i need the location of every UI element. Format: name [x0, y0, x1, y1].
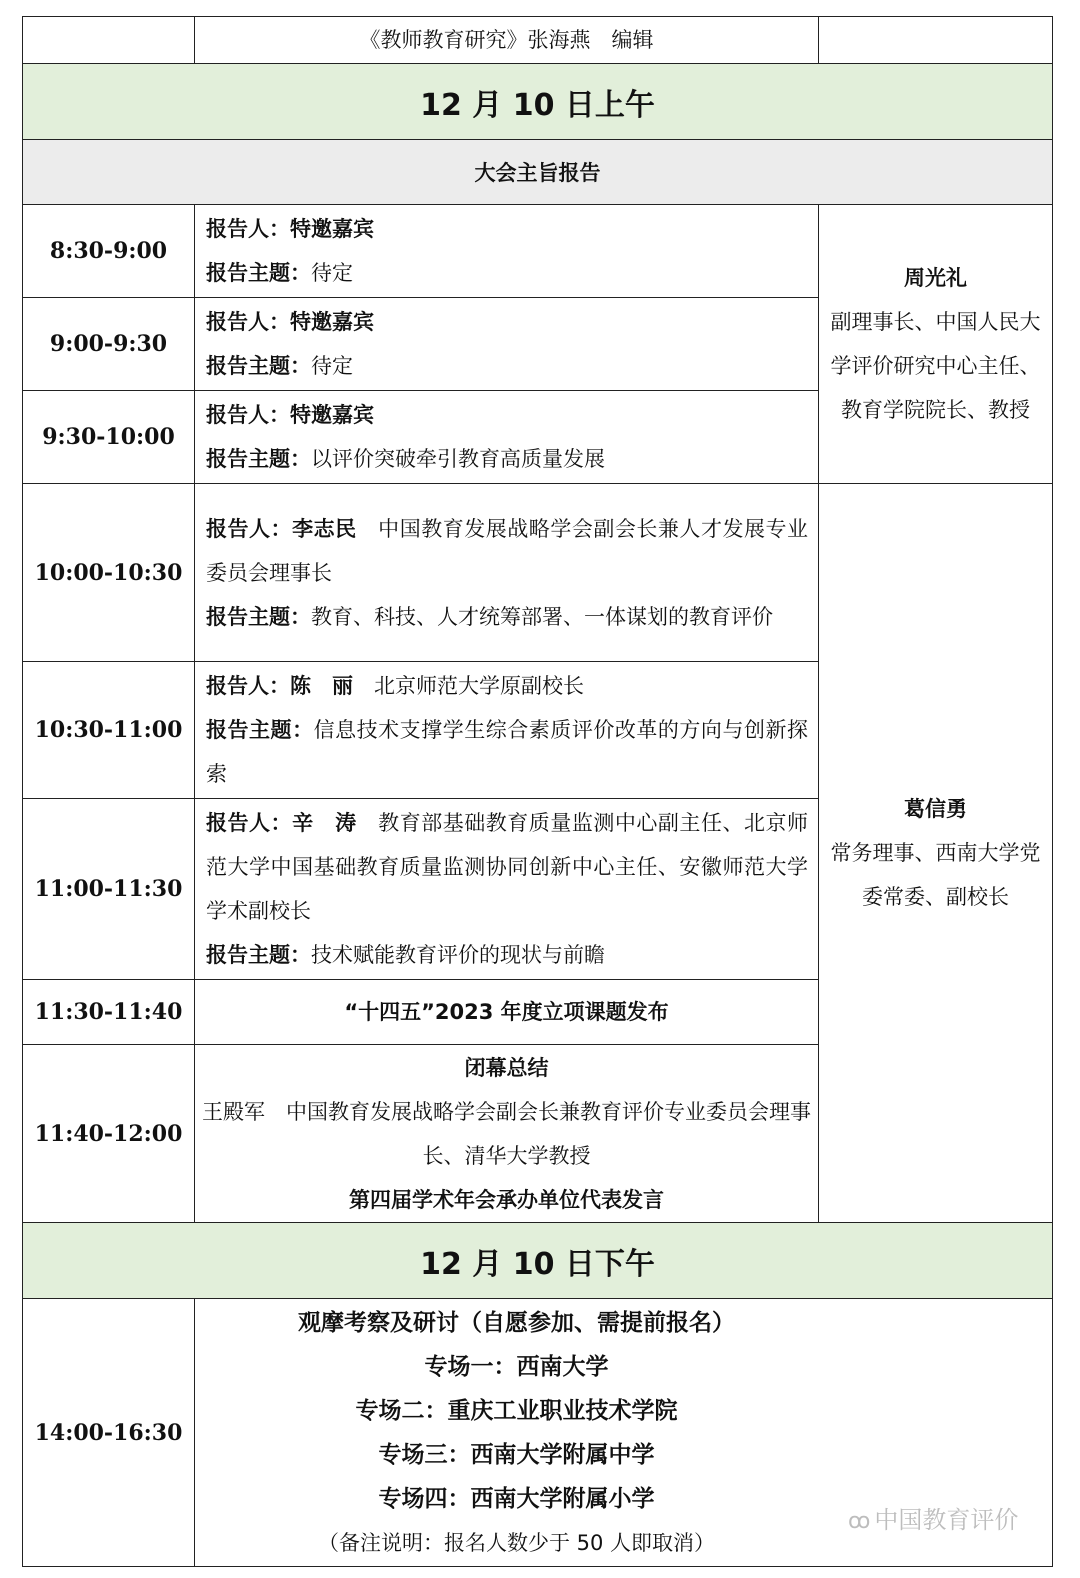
- host-cell: [819, 484, 1053, 1223]
- session-time: 11:40-12:00: [23, 1045, 195, 1223]
- afternoon-remark: （备注说明：报名人数少于 50 人即取消）: [317, 1530, 716, 1555]
- speaker-info: 教育部基础教育质量监测中心副主任、北京师范大学中国基础教育质量监测协同创新中心主任、安徽师范大学学术副校长: [206, 811, 809, 923]
- session-row: [23, 484, 1053, 662]
- section-header: [23, 140, 1053, 205]
- speaker-name: 特邀嘉宾: [290, 310, 374, 334]
- speaker-label: 报告人：: [206, 516, 293, 541]
- speaker-info: 中国教育发展战略学会副会长兼人才发展专业委员会理事长: [206, 516, 809, 585]
- topic-label: 报告主题：: [206, 718, 314, 742]
- afternoon-heading: 观摩考察及研讨（自愿参加、需提前报名）: [298, 1309, 735, 1336]
- topic-text: 技术赋能教育评价的现状与前瞻: [311, 943, 605, 967]
- host-title: 副理事长、中国人民大学评价研究中心主任、教育学院院长、教授: [830, 310, 1041, 422]
- session-time: 11:30-11:40: [23, 980, 195, 1045]
- speaker-name: 特邀嘉宾: [290, 217, 374, 241]
- topic-label: 报告主题：: [206, 261, 311, 285]
- section-title: 大会主旨报告: [23, 140, 1053, 205]
- speaker-name: 辛 涛: [292, 811, 357, 835]
- venue-item: 专场一：西南大学: [424, 1353, 609, 1380]
- speaker-name: 特邀嘉宾: [290, 403, 374, 427]
- topic-text: 待定: [311, 354, 353, 378]
- wechat-icon: ꚙ: [848, 1509, 871, 1534]
- host-name: 周光礼: [904, 266, 967, 290]
- session-content: [195, 799, 819, 980]
- speaker-label: 报告人：: [206, 217, 290, 241]
- host-name: 葛信勇: [904, 797, 967, 821]
- day-header-morning: [23, 64, 1053, 140]
- closing-title: 闭幕总结: [464, 1055, 549, 1080]
- topic-text: 以评价突破牵引教育高质量发展: [311, 447, 605, 471]
- watermark-text: 中国教育评价: [874, 1506, 1019, 1534]
- session-time: 10:30-11:00: [23, 662, 195, 799]
- speaker-label: 报告人：: [206, 811, 293, 835]
- session-content: [195, 205, 819, 298]
- session-content: [195, 391, 819, 484]
- watermark: [848, 1500, 1018, 1535]
- host-title: 常务理事、西南大学党委常委、副校长: [830, 841, 1041, 909]
- speaker-label: 报告人：: [206, 310, 290, 334]
- session-content: [195, 484, 819, 662]
- afternoon-title: 12 月 10 日下午: [23, 1223, 1053, 1299]
- session-row: [23, 205, 1053, 298]
- editor-row: [23, 17, 1053, 64]
- host-cell: [819, 205, 1053, 484]
- closing-note: 第四届学术年会承办单位代表发言: [349, 1187, 664, 1212]
- session-content: [195, 662, 819, 799]
- closing-content: [195, 1045, 819, 1223]
- release-text: “十四五”2023 年度立项课题发布: [195, 980, 819, 1045]
- speaker-name: 陈 丽: [290, 674, 353, 698]
- speaker-name: 李志民: [292, 516, 357, 541]
- session-time: 14:00-16:30: [23, 1299, 195, 1567]
- session-content: [195, 298, 819, 391]
- session-time: 8:30-9:00: [23, 205, 195, 298]
- speaker-info: 北京师范大学原副校长: [374, 674, 584, 698]
- closing-person: 王殿军 中国教育发展战略学会副会长兼教育评价专业委员会理事长、清华大学教授: [202, 1099, 811, 1168]
- morning-title: 12 月 10 日上午: [23, 64, 1053, 140]
- topic-text: 待定: [311, 261, 353, 285]
- venue-item: 专场三：西南大学附属中学: [378, 1441, 655, 1468]
- session-time: 9:30-10:00: [23, 391, 195, 484]
- topic-text: 教育、科技、人才统筹部署、一体谋划的教育评价: [311, 604, 773, 629]
- speaker-label: 报告人：: [206, 403, 290, 427]
- schedule-table: [22, 16, 1053, 1567]
- venue-item: 专场二：重庆工业职业技术学院: [355, 1397, 678, 1424]
- topic-label: 报告主题：: [206, 604, 311, 629]
- session-time: 11:00-11:30: [23, 799, 195, 980]
- speaker-label: 报告人：: [206, 674, 290, 698]
- session-time: 10:00-10:30: [23, 484, 195, 662]
- editor-credit: 《教师教育研究》张海燕 编辑: [195, 17, 819, 64]
- topic-label: 报告主题：: [206, 447, 311, 471]
- venue-item: 专场四：西南大学附属小学: [378, 1485, 655, 1512]
- topic-label: 报告主题：: [206, 354, 311, 378]
- session-time: 9:00-9:30: [23, 298, 195, 391]
- topic-label: 报告主题：: [206, 943, 311, 967]
- topic-text: 信息技术支撑学生综合素质评价改革的方向与创新探索: [206, 718, 808, 786]
- day-header-afternoon: [23, 1223, 1053, 1299]
